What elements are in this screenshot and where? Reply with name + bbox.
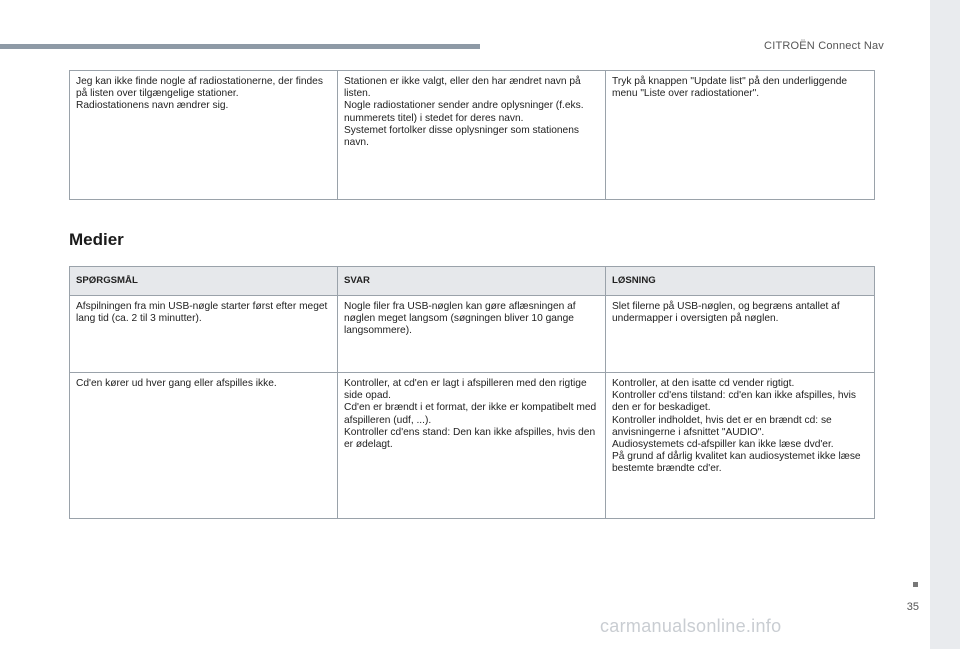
media-troubleshooting-table xyxy=(69,266,875,519)
column-header-solution: LØSNING xyxy=(606,267,875,296)
page-number: 35 xyxy=(906,601,919,613)
question-cell: Cd'en kører ud hver gang eller afspilles ikke. xyxy=(70,373,338,519)
table-header-row xyxy=(70,267,875,296)
answer-cell: Kontroller, at cd'en er lagt i afspilleren med den rigtige side opad. Cd'en er brændt i et format, der ikke er kompatibelt med afspilleren (udf, ...). Kontroller cd'ens stand: Den kan ikke afspilles, hvis den er ødelagt. xyxy=(338,373,606,519)
solution-cell: Tryk på knappen "Update list" på den underliggende menu "Liste over radiostationer". xyxy=(606,71,875,200)
brand-title: CITROËN Connect Nav xyxy=(764,40,884,52)
side-strip xyxy=(930,0,960,649)
answer-cell: Nogle filer fra USB-nøglen kan gøre aflæsningen af nøglen meget langsom (søgningen bliver 10 gange langsommere). xyxy=(338,296,606,373)
question-cell: Afspilningen fra min USB-nøgle starter først efter meget lang tid (ca. 2 til 3 minutter). xyxy=(70,296,338,373)
column-header-answer: SVAR xyxy=(338,267,606,296)
watermark: carmanualsonline.info xyxy=(600,616,782,636)
column-header-question: SPØRGSMÅL xyxy=(70,267,338,296)
question-cell: Jeg kan ikke finde nogle af radiostationerne, der findes på listen over tilgængelige stationer. Radiostationens navn ændrer sig. xyxy=(70,71,338,200)
table-row xyxy=(70,296,875,373)
table-row xyxy=(70,373,875,519)
solution-cell: Slet filerne på USB-nøglen, og begræns antallet af undermapper i oversigten på nøglen. xyxy=(606,296,875,373)
solution-cell: Kontroller, at den isatte cd vender rigtigt. Kontroller cd'ens tilstand: cd'en kan ikke afspilles, hvis den er for beskadiget. Kontroller indholdet, hvis det er en brændt cd: se anvisningerne i afsnittet "AUDIO". Audiosystemets cd-afspiller kan ikke læse dvd'er. På grund af dårlig kvalitet kan audiosystemet ikke læse bestemte brændte cd'er. xyxy=(606,373,875,519)
table-row xyxy=(70,71,875,200)
radio-troubleshooting-table xyxy=(69,70,875,200)
section-title: Medier xyxy=(69,230,124,249)
answer-cell: Stationen er ikke valgt, eller den har ændret navn på listen. Nogle radiostationer sender andre oplysninger (f.eks. nummerets titel) i stedet for deres navn. Systemet fortolker disse oplysninger som stationens navn. xyxy=(338,71,606,200)
page-marker xyxy=(913,582,918,587)
header-accent-bar xyxy=(0,44,480,49)
